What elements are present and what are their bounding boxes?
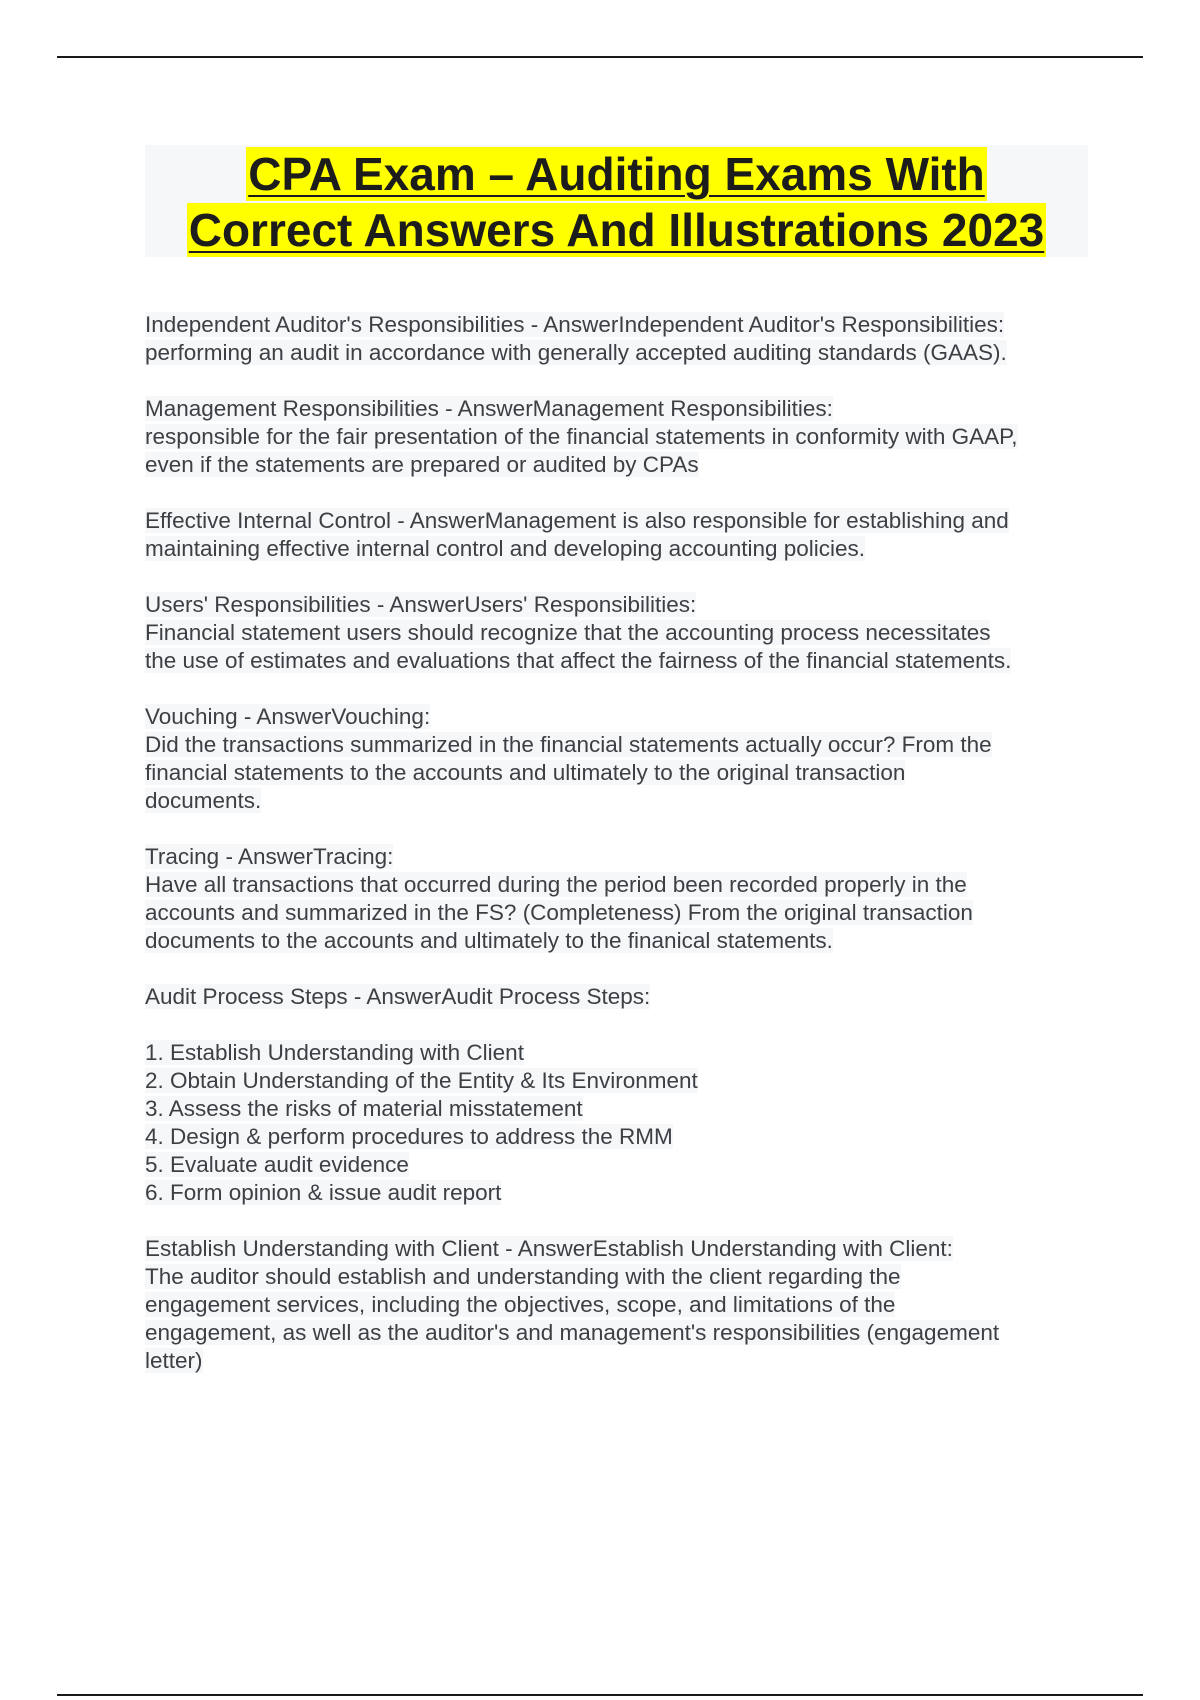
entry-line: documents to the accounts and ultimately to the finanical statements.: [145, 928, 833, 953]
list-item: [145, 1123, 1105, 1151]
entry-audit-process-steps: [145, 983, 1105, 1011]
entry-line: responsible for the fair presentation of the financial statements in conformity with GAAP,: [145, 424, 1018, 449]
top-rule: [57, 56, 1143, 58]
title-line-1: CPA Exam – Auditing Exams With: [248, 148, 985, 200]
entry-line: Financial statement users should recognize that the accounting process necessitates: [145, 620, 991, 645]
entry-line: Did the transactions summarized in the financial statements actually occur? From the: [145, 732, 992, 757]
entry-line: Establish Understanding with Client - AnswerEstablish Understanding with Client:: [145, 1236, 953, 1261]
entry-users: [145, 591, 1105, 675]
document-title: [145, 145, 1088, 257]
entry-line: Have all transactions that occurred during the period been recorded properly in the: [145, 872, 967, 897]
entry-line: Users' Responsibilities - AnswerUsers' Responsibilities:: [145, 592, 697, 617]
entry-vouching: [145, 703, 1105, 815]
entry-line: Effective Internal Control - AnswerManagement is also responsible for establishing and: [145, 508, 1009, 533]
entry-line: even if the statements are prepared or audited by CPAs: [145, 452, 699, 477]
entry-independent-auditor: [145, 311, 1105, 367]
entry-line: the use of estimates and evaluations that affect the fairness of the financial statements.: [145, 648, 1012, 673]
entry-line: The auditor should establish and understanding with the client regarding the: [145, 1264, 901, 1289]
entry-line: financial statements to the accounts and ultimately to the original transaction: [145, 760, 906, 785]
entry-line: Tracing - AnswerTracing:: [145, 844, 394, 869]
entry-line: accounts and summarized in the FS? (Completeness) From the original transaction: [145, 900, 973, 925]
entry-establish-understanding: [145, 1235, 1105, 1375]
step-text: 3. Assess the risks of material misstatement: [145, 1096, 583, 1121]
entry-line: documents.: [145, 788, 262, 813]
entry-line: engagement, as well as the auditor's and management's responsibilities (engagement: [145, 1320, 1000, 1345]
entry-line: Vouching - AnswerVouching:: [145, 704, 431, 729]
list-item: [145, 1067, 1105, 1095]
entry-management: [145, 395, 1105, 479]
list-item: [145, 1151, 1105, 1179]
entry-line: maintaining effective internal control and developing accounting policies.: [145, 536, 866, 561]
list-item: [145, 1039, 1105, 1067]
step-text: 6. Form opinion & issue audit report: [145, 1180, 502, 1205]
step-text: 5. Evaluate audit evidence: [145, 1152, 409, 1177]
audit-steps-list: [145, 1039, 1105, 1207]
step-text: 1. Establish Understanding with Client: [145, 1040, 524, 1065]
title-line-2: Correct Answers And Illustrations 2023: [188, 204, 1045, 256]
entry-line: Independent Auditor's Responsibilities - AnswerIndependent Auditor's Responsibilities:: [145, 312, 1005, 337]
document-body: [145, 311, 1105, 1403]
entry-line: performing an audit in accordance with generally accepted auditing standards (GAAS).: [145, 340, 1007, 365]
entry-line: Audit Process Steps - AnswerAudit Process Steps:: [145, 984, 651, 1009]
list-item: [145, 1179, 1105, 1207]
entry-tracing: [145, 843, 1105, 955]
list-item: [145, 1095, 1105, 1123]
step-text: 4. Design & perform procedures to address the RMM: [145, 1124, 673, 1149]
entry-internal-control: [145, 507, 1105, 563]
step-text: 2. Obtain Understanding of the Entity & Its Environment: [145, 1068, 698, 1093]
entry-line: engagement services, including the objectives, scope, and limitations of the: [145, 1292, 896, 1317]
bottom-rule: [57, 1694, 1143, 1696]
entry-line: letter): [145, 1348, 203, 1373]
entry-line: Management Responsibilities - AnswerManagement Responsibilities:: [145, 396, 833, 421]
